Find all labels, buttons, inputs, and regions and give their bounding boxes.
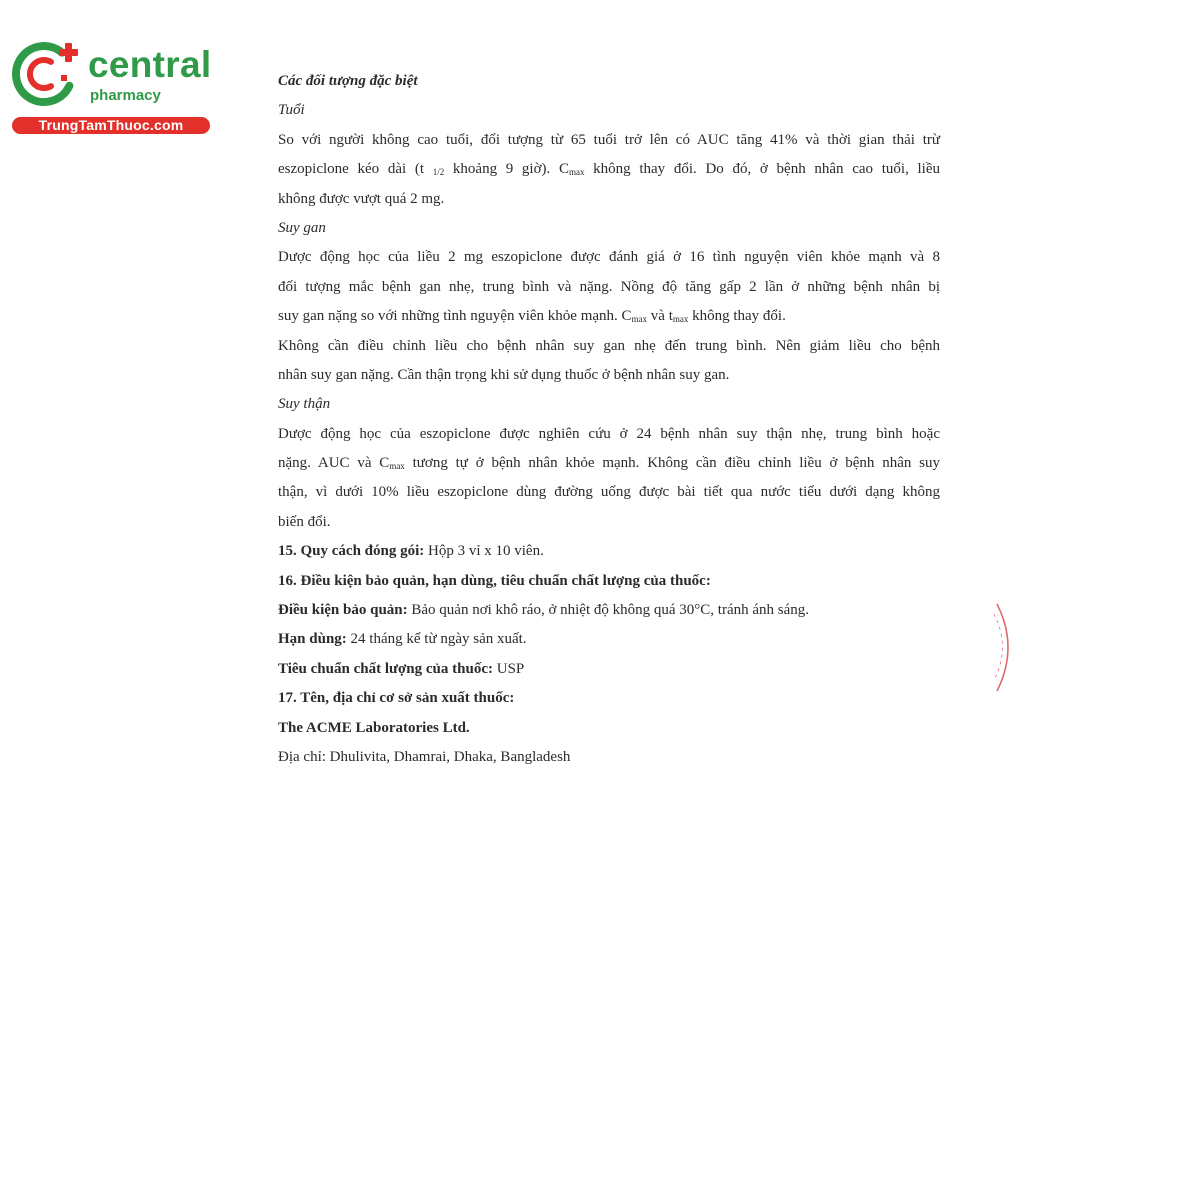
text-line [278, 214, 940, 243]
text-line [278, 243, 940, 272]
text-line [278, 537, 940, 566]
text-line [278, 508, 940, 537]
document-body [278, 67, 940, 772]
subscript: 1/2 [432, 167, 445, 178]
subsection-heading [278, 214, 940, 243]
text-line [278, 596, 940, 625]
body-text: thận, vì dưới 10% liều eszopiclone dùng đường uống được bài tiết qua nước tiểu dưới dạng không [278, 484, 940, 501]
subscript: max [389, 461, 405, 472]
section-title [278, 684, 940, 713]
text-line [278, 332, 940, 361]
paragraph [278, 537, 940, 566]
body-text: eszopiclone kéo dài (t [278, 161, 433, 178]
paragraph [278, 243, 940, 331]
paragraph [278, 655, 940, 684]
subscript: max [568, 167, 585, 178]
body-text: không thay đổi. Do đó, ở bệnh nhân cao tuổi, liều [584, 161, 941, 178]
body-text: Địa chỉ: Dhulivita, Dhamrai, Dhaka, Bangladesh [278, 748, 571, 765]
body-text: The ACME Laboratories Ltd. [278, 719, 470, 736]
body-text: nặng. AUC và C [278, 455, 390, 472]
body-text: Hộp 3 vỉ x 10 viên. [424, 543, 544, 560]
body-text: 24 tháng kể từ ngày sản xuất. [346, 631, 527, 648]
subscript: max [672, 314, 689, 325]
section-title [278, 714, 940, 743]
text-line [278, 714, 940, 743]
body-text: Bảo quản nơi khô ráo, ở nhiệt độ không quá 30°C, tránh ánh sáng. [407, 602, 810, 619]
field-label: 15. Quy cách đóng gói: [278, 543, 425, 560]
text-line [278, 390, 940, 419]
field-label: Điều kiện bảo quản: [278, 602, 408, 619]
body-text: 16. Điều kiện bảo quản, hạn dùng, tiêu chuẩn chất lượng của thuốc: [278, 572, 711, 589]
text-line [278, 126, 940, 155]
body-text: và t [647, 308, 673, 325]
body-text: Dược động học của eszopiclone được nghiên cứu ở 24 bệnh nhân suy thận nhẹ, trung bình hoặc [278, 425, 940, 442]
text-line [278, 420, 940, 449]
body-text: suy gan nặng so với những tình nguyện viên khỏe mạnh. C [278, 308, 632, 325]
paragraph [278, 332, 940, 391]
text-line [278, 625, 940, 654]
central-pharmacy-c-cross-icon [8, 36, 86, 114]
text-line [278, 655, 940, 684]
body-text: không thay đổi. [688, 308, 786, 325]
text-line [278, 361, 940, 390]
body-text: đối tượng mắc bệnh gan nhẹ, trung bình và nặng. Nồng độ tăng gấp 2 lần ở những bệnh nhân bị [278, 278, 940, 295]
body-text: Suy gan [278, 219, 326, 236]
text-line [278, 185, 940, 214]
body-text: biến đổi. [278, 513, 331, 530]
subsection-heading [278, 96, 940, 125]
body-text: Suy thận [278, 396, 331, 413]
brand-tagline: pharmacy [90, 87, 161, 104]
red-seal-stamp-icon [985, 600, 1020, 695]
subscript: max [631, 314, 648, 325]
body-text: khoảng 9 giờ). C [444, 161, 569, 178]
subsection-heading [278, 390, 940, 419]
text-line [278, 478, 940, 507]
field-label: Tiêu chuẩn chất lượng của thuốc: [278, 660, 493, 677]
paragraph [278, 743, 940, 772]
section-heading [278, 67, 940, 96]
body-text: Các đối tượng đặc biệt [278, 73, 418, 89]
body-text: So với người không cao tuổi, đối tượng từ 65 tuổi trở lên có AUC tăng 41% và thời gian thải trừ [278, 131, 940, 148]
text-line [278, 567, 940, 596]
paragraph [278, 420, 940, 538]
paragraph [278, 625, 940, 654]
body-text: nhân suy gan nặng. Cần thận trọng khi sử dụng thuốc ở bệnh nhân suy gan. [278, 366, 730, 383]
text-line [278, 743, 940, 772]
body-text: Không cần điều chỉnh liều cho bệnh nhân suy gan nhẹ đến trung bình. Nên giảm liều cho bệnh [278, 337, 940, 354]
text-line [278, 67, 940, 96]
body-text: 17. Tên, địa chỉ cơ sở sản xuất thuốc: [278, 690, 515, 707]
text-line [278, 449, 940, 478]
section-title [278, 567, 940, 596]
body-text: không được vượt quá 2 mg. [278, 190, 445, 207]
body-text: Tuổi [278, 102, 305, 119]
text-line [278, 273, 940, 302]
field-label: Hạn dùng: [278, 631, 347, 648]
paragraph [278, 596, 940, 625]
brand-name: central [88, 44, 212, 85]
body-text: tương tự ở bệnh nhân khỏe mạnh. Không cần điều chỉnh liều ở bệnh nhân suy [404, 455, 940, 472]
text-line [278, 96, 940, 125]
brand-website-badge: TrungTamThuoc.com [12, 117, 210, 134]
body-text: Dược động học của liều 2 mg eszopiclone được đánh giá ở 16 tình nguyện viên khỏe mạnh và 8 [278, 249, 940, 266]
text-line [278, 684, 940, 713]
body-text: USP [492, 660, 525, 677]
text-line [278, 302, 940, 331]
brand-logo [0, 0, 230, 145]
paragraph [278, 126, 940, 214]
text-line [278, 155, 940, 184]
